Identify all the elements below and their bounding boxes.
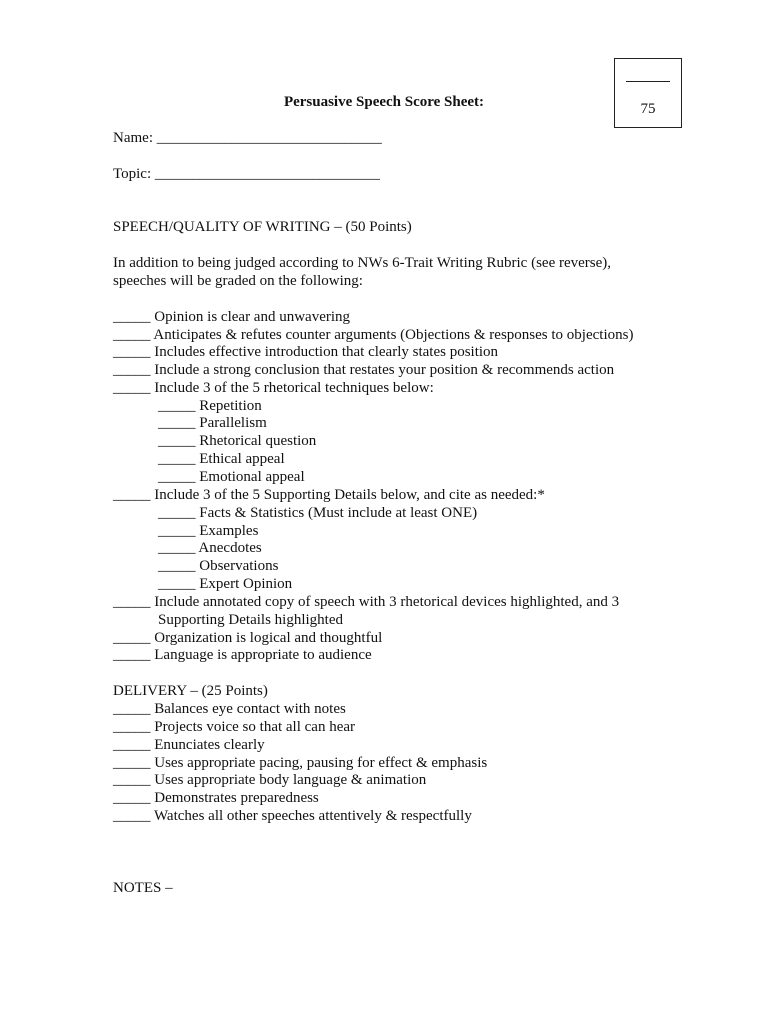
delivery-section-heading: DELIVERY – (25 Points) (113, 683, 268, 699)
criterion-item: _____ Organization is logical and thoughtful (113, 630, 383, 646)
rhetorical-technique-item: _____ Repetition (158, 398, 262, 414)
speech-intro-line-2: speeches will be graded on the following: (113, 273, 363, 289)
rhetorical-technique-item: _____ Emotional appeal (158, 469, 305, 485)
supporting-detail-item: _____ Facts & Statistics (Must include at least ONE) (158, 505, 478, 521)
criterion-item: _____ Opinion is clear and unwavering (113, 309, 351, 325)
delivery-item: _____ Projects voice so that all can hear (113, 719, 356, 735)
delivery-item: _____ Demonstrates preparedness (113, 790, 319, 806)
score-blank-line (626, 81, 670, 82)
delivery-item: _____ Watches all other speeches attentively & respectfully (113, 808, 472, 824)
speech-section-heading: SPEECH/QUALITY OF WRITING – (50 Points) (113, 219, 412, 235)
criterion-item: _____ Anticipates & refutes counter arguments (Objections & responses to objections) (113, 327, 634, 343)
page-title: Persuasive Speech Score Sheet: (283, 94, 485, 110)
supporting-detail-item: _____ Examples (158, 523, 259, 539)
topic-line: Topic: ______________________________ (113, 166, 380, 182)
name-line: Name: ______________________________ (113, 130, 382, 146)
criterion-item: _____ Include 3 of the 5 rhetorical techniques below: (113, 380, 434, 396)
speech-intro-line-1: In addition to being judged according to NWs 6-Trait Writing Rubric (see reverse), (113, 255, 612, 271)
delivery-item: _____ Enunciates clearly (113, 737, 265, 753)
criterion-item: _____ Include annotated copy of speech with 3 rhetorical devices highlighted, and 3 (113, 594, 620, 610)
criterion-item-continuation: Supporting Details highlighted (158, 612, 343, 628)
criterion-item: _____ Include 3 of the 5 Supporting Details below, and cite as needed:* (113, 487, 545, 503)
criterion-item: _____ Language is appropriate to audience (113, 647, 372, 663)
delivery-item: _____ Uses appropriate body language & animation (113, 772, 427, 788)
rhetorical-technique-item: _____ Rhetorical question (158, 433, 317, 449)
supporting-detail-item: _____ Observations (158, 558, 279, 574)
score-box (614, 58, 682, 128)
criterion-item: _____ Includes effective introduction that clearly states position (113, 344, 499, 360)
notes-label: NOTES – (113, 880, 173, 896)
rhetorical-technique-item: _____ Parallelism (158, 415, 267, 431)
delivery-item: _____ Uses appropriate pacing, pausing for effect & emphasis (113, 755, 488, 771)
criterion-item: _____ Include a strong conclusion that restates your position & recommends action (113, 362, 615, 378)
delivery-item: _____ Balances eye contact with notes (113, 701, 346, 717)
rhetorical-technique-item: _____ Ethical appeal (158, 451, 285, 467)
supporting-detail-item: _____ Anecdotes (158, 540, 262, 556)
supporting-detail-item: _____ Expert Opinion (158, 576, 293, 592)
score-total: 75 (640, 101, 656, 117)
